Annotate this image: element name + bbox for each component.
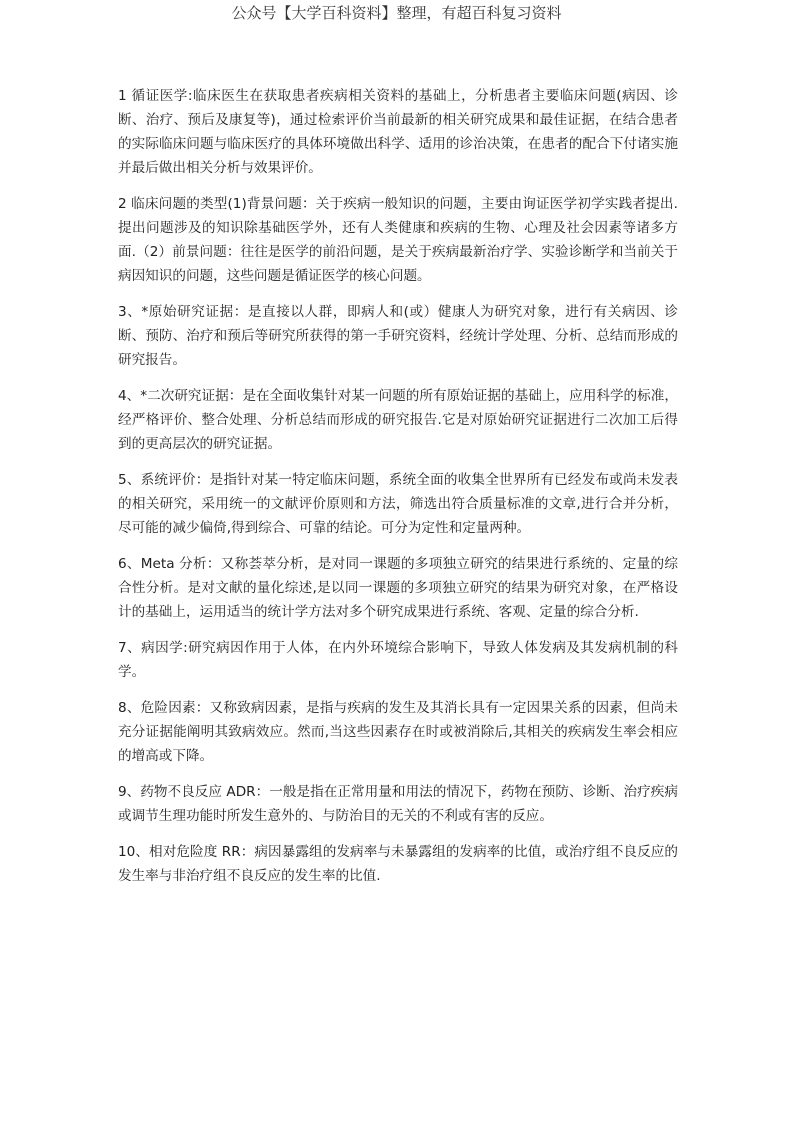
page-header: 公众号【大学百科资料】整理，有超百科复习资料 [231, 4, 562, 22]
paragraph-1: 1 循证医学:临床医生在获取患者疾病相关资料的基础上，分析患者主要临床问题(病因、诊断、治疗、预后及康复等)，通过检索评价当前最新的相关研究成果和最佳证据，在结合患者的实际临床问题与临床医疗的具体环境做出科学、适用的诊治决策，在患者的配合下付诸实施并最后做出相关分析与效果评价。 [118, 88, 678, 176]
paragraph-10: 10、相对危险度 RR：病因暴露组的发病率与未暴露组的发病率的比值，或治疗组不良反应的发生率与非治疗组不良反应的发生率的比值. [118, 844, 678, 884]
paragraph-2: 2 临床问题的类型(1)背景问题：关于疾病一般知识的问题，主要由询证医学初学实践者提出.提出问题涉及的知识除基础医学外，还有人类健康和疾病的生物、心理及社会因素等诸多方面.（2）前景问题：往往是医学的前沿问题，是关于疾病最新治疗学、实验诊断学和当前关于病因知识的问题，这些问题是循证医学的核心问题。 [118, 196, 678, 284]
paragraph-7: 7、病因学:研究病因作用于人体，在内外环境综合影响下，导致人体发病及其发病机制的科学。 [118, 640, 678, 680]
paragraph-6: 6、Meta 分析：又称荟萃分析，是对同一课题的多项独立研究的结果进行系统的、定量的综合性分析。是对文献的量化综述,是以同一课题的多项独立研究的结果为研究对象，在严格设计的基础上，运用适当的统计学方法对多个研究成果进行系统、客观、定量的综合分析. [118, 556, 678, 620]
paragraph-8: 8、危险因素：又称致病因素，是指与疾病的发生及其消长具有一定因果关系的因素，但尚未充分证据能阐明其致病效应。然而,当这些因素存在时或被消除后,其相关的疾病发生率会相应的增高或下降。 [118, 700, 678, 764]
paragraph-4: 4、*二次研究证据：是在全面收集针对某一问题的所有原始证据的基础上，应用科学的标准，经严格评价、整合处理、分析总结而形成的研究报告.它是对原始研究证据进行二次加工后得到的更高层次的研究证据。 [118, 388, 678, 452]
document-body [118, 84, 678, 900]
paragraph-3: 3、*原始研究证据：是直接以人群，即病人和(或）健康人为研究对象，进行有关病因、诊断、预防、治疗和预后等研究所获得的第一手研究资料，经统计学处理、分析、总结而形成的研究报告。 [118, 304, 678, 368]
paragraph-9: 9、药物不良反应 ADR：一般是指在正常用量和用法的情况下，药物在预防、诊断、治疗疾病或调节生理功能时所发生意外的、与防治目的无关的不利或有害的反应。 [118, 784, 678, 824]
paragraph-5: 5、系统评价：是指针对某一特定临床问题，系统全面的收集全世界所有已经发布或尚未发表的相关研究，采用统一的文献评价原则和方法，筛选出符合质量标准的文章,进行合并分析，尽可能的减少偏倚,得到综合、可靠的结论。可分为定性和定量两种。 [118, 472, 678, 536]
